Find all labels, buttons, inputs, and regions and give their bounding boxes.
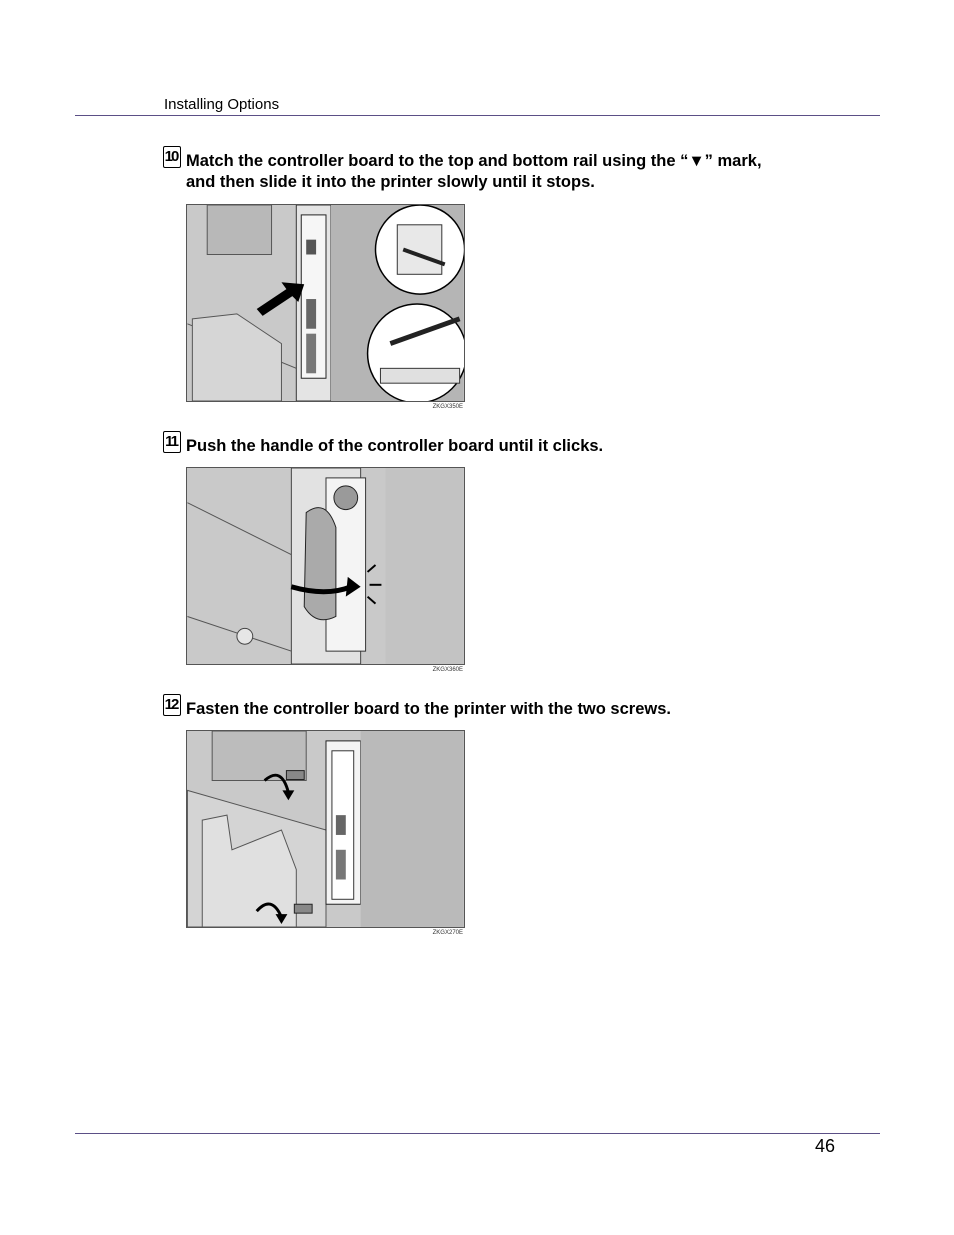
figure-code: ZKGX270E <box>432 930 463 936</box>
step-instruction-line: Fasten the controller board to the printer with the two screws. <box>186 700 671 718</box>
step-instruction <box>186 436 826 457</box>
section-title: Installing Options <box>164 96 280 113</box>
illustration-fasten-screws-drawing <box>187 731 464 927</box>
illustration-slide-board <box>186 204 465 402</box>
step-instruction-line: and then slide it into the printer slowly until it stops. <box>186 173 595 191</box>
step-number-badge: 10 <box>163 146 181 168</box>
page-number: 46 <box>814 1136 835 1156</box>
step-instruction-line: Push the handle of the controller board until it clicks. <box>186 437 604 455</box>
figure-code: ZKGX360E <box>432 667 463 673</box>
header-rule <box>75 115 880 116</box>
illustration-fasten-screws <box>186 730 465 928</box>
step-number-badge: 12 <box>163 694 181 716</box>
step-number-badge: 11 <box>163 431 181 453</box>
figure-code: ZKGX350E <box>432 404 463 410</box>
illustration-push-handle <box>186 467 465 665</box>
step-instruction <box>186 699 826 720</box>
footer-rule <box>75 1133 880 1134</box>
step-instruction-line: Match the controller board to the top and bottom rail using the “▼” mark, <box>186 152 762 170</box>
step-instruction <box>186 151 826 193</box>
illustration-push-handle-drawing <box>187 468 464 664</box>
illustration-slide-board-drawing <box>187 205 464 401</box>
